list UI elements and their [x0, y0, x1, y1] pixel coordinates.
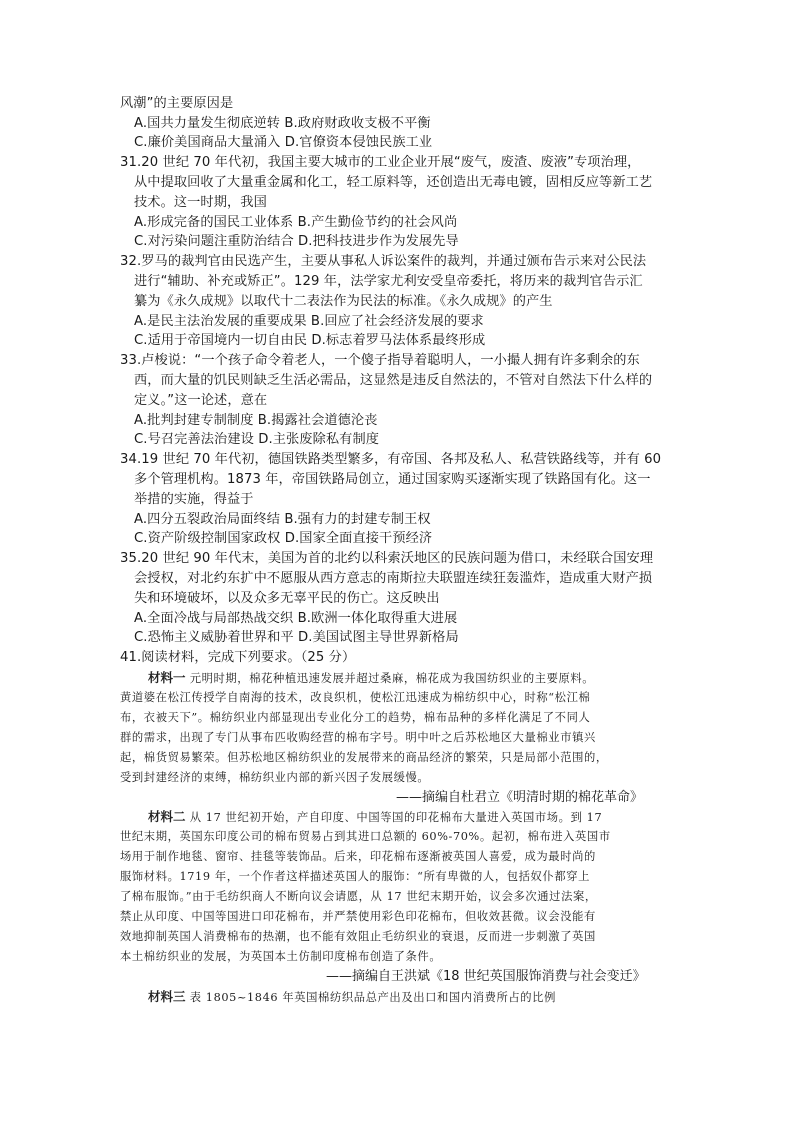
q35-options-ab: A.全面冷战与局部热战交织 B.欧洲一体化取得重大进展	[134, 611, 458, 626]
material-2-line5: 了棉布服饰。”由于毛纺织商人不断向议会请愿，从 17 世纪末期开始，议会多次通过法案，	[120, 890, 597, 903]
q31-stem-line2: 从中提取回收了大量重金属和化工，轻工原料等，还创造出无毒电镀，固相反应等新工艺	[134, 175, 653, 190]
material-2-line8: 本土棉纺织业的发展，为英国本土仿制印度棉布创造了条件。	[120, 950, 442, 963]
q33-options-ab: A.批判封建专制制度 B.揭露社会道德沦丧	[134, 413, 378, 428]
material-1-line4: 群的需求，出现了专门从事布匹收购经营的棉布字号。明中叶之后苏松地区大量棉业市镇兴	[120, 731, 596, 744]
material-1-label: 材料一	[148, 670, 186, 685]
material-2-line7: 效地抑制英国人消费棉布的热潮，也不能有效阻止毛纺织业的衰退，反而进一步刺激了英国	[120, 930, 596, 943]
material-2-line6: 禁止从印度、中国等国进口印花棉布，并严禁使用彩色印花棉布，但收效甚微。议会没能有	[120, 910, 596, 923]
q34-options-ab: A.四分五裂政治局面终结 B.强有力的封建专制王权	[134, 512, 431, 527]
q35-stem-line3: 失和环境破坏，以及众多无辜平民的伤亡。这反映出	[134, 591, 440, 606]
q33-stem-line1: 33.卢梭说：“一个孩子命令着老人，一个傻子指导着聪明人，一小撮人拥有许多剩余的东	[120, 353, 640, 368]
material-1-line3: 布，衣被天下”。棉纺织业内部显现出专业化分工的趋势，棉布品种的多样化满足了不同人	[120, 711, 591, 724]
material-2-line1	[148, 807, 602, 828]
material-2-line2: 世纪末期，英国东印度公司的棉布贸易占到其进口总额的 60%-70%。起初，棉布进入英国市	[120, 830, 611, 843]
material-3-label: 材料三	[148, 989, 186, 1004]
q33-options-cd: C.号召完善法治建设 D.主张废除私有制度	[134, 432, 380, 447]
q41-heading: 41.阅读材料，完成下列要求。（25 分）	[120, 650, 356, 665]
q33-stem-line2: 西，而大量的饥民则缺乏生活必需品，这显然是违反自然法的，不管对自然法下什么样的	[134, 373, 653, 388]
q32-options-ab: A.是民主法治发展的重要成果 B.回应了社会经济发展的要求	[134, 314, 484, 329]
q30-options-ab: A.国共力量发生彻底逆转 B.政府财政收支极不平衡	[134, 116, 431, 131]
material-3-line1	[148, 987, 556, 1008]
q34-stem-line3: 举措的实施，得益于	[134, 492, 254, 507]
material-1-source: ——摘编自杜君立《明清时期的棉花革命》	[396, 790, 644, 805]
material-1-line2: 黄道婆在松江传授学自南海的技术，改良织机，使松江迅速成为棉纺织中心，时称“松江棉	[120, 691, 591, 704]
q30-options-cd: C.廉价美国商品大量涌入 D.官僚资本侵蚀民族工业	[134, 135, 433, 150]
q34-options-cd: C.资产阶级控制国家政权 D.国家全面直接干预经济	[134, 531, 433, 546]
q32-options-cd: C.适用于帝国境内一切自由民 D.标志着罗马法体系最终形成	[134, 333, 486, 348]
q32-stem-line2: 进行“辅助、补充或矫正”。129 年，法学家尤利安受皇帝委托，将历来的裁判官告示汇	[134, 274, 643, 289]
material-2-source: ——摘编自王洪斌《18 世纪英国服饰消费与社会变迁》	[326, 969, 646, 984]
material-2-label: 材料二	[148, 809, 186, 824]
material-1-text: 元明时期，棉花种植迅速发展并超过桑麻，棉花成为我国纺织业的主要原料。	[185, 672, 595, 685]
q31-options-ab: A.形成完备的国民工业体系 B.产生勤俭节约的社会风尚	[134, 215, 458, 230]
q34-stem-line2: 多个管理机构。1873 年，帝国铁路局创立，通过国家购买逐渐实现了铁路国有化。这一	[134, 472, 651, 487]
material-2-line3: 场用于制作地毯、窗帘、挂毯等装饰品。后来，印花棉布逐渐被英国人喜爱，成为最时尚的	[120, 850, 596, 863]
q32-stem-line1: 32.罗马的裁判官由民选产生，主要从事私人诉讼案件的裁判，并通过颁布告示来对公民法	[120, 254, 647, 269]
material-1-line6: 受到封建经济的束缚，棉纺织业内部的新兴因子发展缓慢。	[120, 771, 430, 784]
q31-options-cd: C.对污染问题注重防治结合 D.把科技进步作为发展先导	[134, 234, 459, 249]
material-2-text: 从 17 世纪初开始，产自印度、中国等国的印花棉布大量进入英国市场。到 17	[185, 811, 603, 824]
q31-stem-line1: 31.20 世纪 70 年代初，我国主要大城市的工业企业开展“废气，废渣、废液”专项治理，	[120, 155, 641, 170]
q35-stem-line1: 35.20 世纪 90 年代末，美国为首的北约以科索沃地区的民族问题为借口，未经联合国安理	[120, 551, 654, 566]
q35-stem-line2: 会授权，对北约东扩中不愿服从西方意志的南斯拉夫联盟连续狂轰滥炸，造成重大财产损	[134, 571, 653, 586]
q32-stem-line3: 纂为《永久成规》以取代十二表法作为民法的标准。《永久成规》的产生	[134, 294, 553, 309]
q33-stem-line3: 定义。”这一论述，意在	[134, 393, 268, 408]
material-2-line4: 服饰材料。1719 年，一个作者这样描述英国人的服饰：“所有卑微的人，包括奴仆都穿上	[120, 870, 591, 883]
material-1-line1	[148, 668, 594, 689]
material-1-line5: 起，棉货贸易繁荣。但苏松地区棉纺织业的发展带来的商品经济的繁荣，只是局部小范围的，	[120, 751, 608, 764]
q31-stem-line3: 技术。这一时期，我国	[134, 195, 267, 210]
q34-stem-line1: 34.19 世纪 70 年代初，德国铁路类型繁多，有帝国、各邦及私人、私营铁路线等，并有 60	[120, 452, 662, 467]
material-3-text: 表 1805~1846 年英国棉纺织品总产出及出口和国内消费所占的比例	[185, 991, 556, 1004]
q30-stem-end: 风潮”的主要原因是	[120, 96, 234, 111]
q35-options-cd: C.恐怖主义威胁着世界和平 D.美国试图主导世界新格局	[134, 630, 459, 645]
